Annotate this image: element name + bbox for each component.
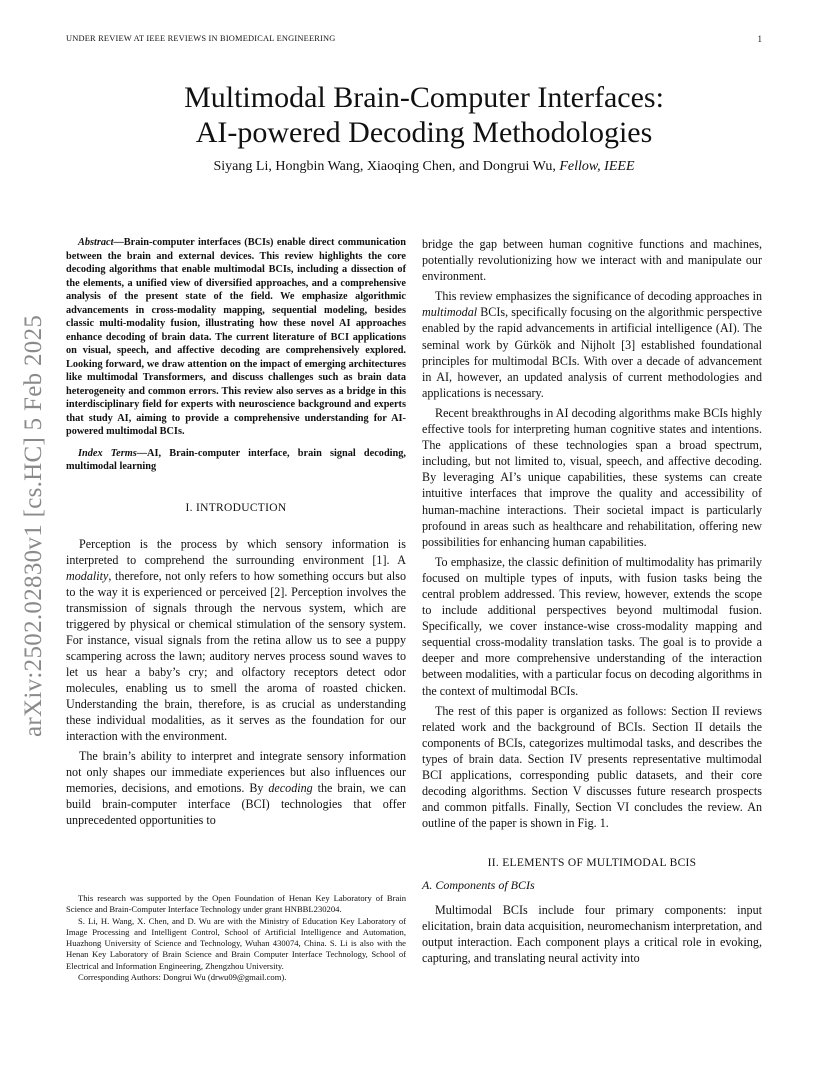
title-line-2: AI-powered Decoding Methodologies — [195, 116, 653, 149]
author-fellow: Fellow, IEEE — [559, 159, 635, 174]
right-paragraph-2: Recent breakthroughs in AI decoding algorithms make BCIs highly effective tools for interpreting human cognitive states and intentions. The applications of these technologies span a broad spectrum, including, but not limited to, visual, speech, and affective decoding. By leveraging AI’s unique capabilities, these systems can create intuitive interfaces that improve the quality and accessibility of human-machine interactions. Their societal impact is particularly profound in areas such as healthcare and rehabilitation, offering new possibilities for enhancing human capabilities. — [422, 405, 762, 549]
right-paragraph-3: To emphasize, the classic definition of multimodality has primarily focused on multiple types of inputs, with fusion tasks being the central problem addressed. This review, however, extends the scope to include additional perspectives beyond multimodal fusion. Specifically, we cover instance-wise cross-modality mapping and sequential cross-modality translation tasks. The goal is to provide a deeper and more comprehensive understanding of the interaction between modalities, with a particular focus on decoding algorithms in the context of multimodal BCIs. — [422, 554, 762, 698]
footnotes — [66, 893, 406, 983]
abstract-text: —Brain-computer interfaces (BCIs) enable direct communication between the brain and external devices. This review highlights the core decoding algorithms that enable multimodal BCIs, including a dissection of the elements, a unified view of diversified approaches, and a comprehensive analysis of the present state of the field. We emphasize algorithmic advancements in cross-modality mapping, sequential modeling, besides classic multi-modality fusion, illustrating how these novel AI approaches enhance decoding of brain data. The current literature of BCI applications on visual, speech, and affective decoding are comprehensively explored. Looking forward, we draw attention on the impact of emerging architectures like multimodal Transformers, and discuss challenges such as brain data heterogeneity and common errors. This review also serves as a bridge in this interdisciplinary field for experts with neuroscience background and experts that study AI, aiming to provide a comprehensive understanding for AI-powered multimodal BCIs. — [66, 237, 406, 437]
author-list — [90, 159, 758, 175]
right-p1-text-a: This review emphasizes the significance of decoding approaches in — [435, 289, 762, 304]
section-heading-introduction: I. INTRODUCTION — [185, 501, 287, 514]
right-paragraph-0: bridge the gap between human cognitive functions and machines, potentially revolutionizing how we interact with and manipulate our environment. — [422, 237, 762, 284]
index-terms-lead: Index Terms — [78, 447, 137, 459]
footnote-corresponding: Corresponding Authors: Dongrui Wu (drwu09@gmail.com). — [78, 972, 287, 983]
intro-paragraph-2 — [66, 748, 406, 828]
abstract — [66, 236, 406, 439]
abstract-lead: Abstract — [78, 237, 114, 248]
intro-p2-emphasis: decoding — [268, 780, 313, 795]
intro-p1-emphasis: modality — [66, 568, 109, 583]
intro-p2-text-b: the brain, we can build brain-computer interface (BCI) technologies that offer unprecedented opportunities to — [66, 780, 406, 827]
right-paragraph-5: Multimodal BCIs include four primary components: input elicitation, brain data acquisition, neuromechanism interpretation, and output interaction. Each component plays a critical role in evoking, capturing, and translating neural activity into — [422, 902, 762, 965]
index-terms — [66, 447, 406, 474]
intro-p2-text-a: The brain’s ability to interpret and integrate sensory information not only shapes our immediate experiences but also influences our memories, decisions, and emotions. By — [66, 748, 406, 795]
title-line-1: Multimodal Brain-Computer Interfaces: — [184, 81, 664, 114]
right-paragraph-1 — [422, 288, 762, 401]
page-number: 1 — [757, 34, 762, 44]
intro-paragraph-1 — [66, 536, 406, 744]
arxiv-identifier: arXiv:2502.02830v1 [cs.HC] 5 Feb 2025 — [20, 314, 47, 737]
right-paragraph-4: The rest of this paper is organized as follows: Section II reviews related work and the background of BCIs. Section II details the components of BCIs, categorizes multimodal tasks, and describes the types of brain data. Section IV presents representative multimodal BCI applications, corresponding public datasets, and their core decoding algorithms. Section V discusses future research prospects and common pitfalls. Finally, Section VI concludes the review. An outline of the paper is shown in Fig. 1. — [422, 703, 762, 831]
right-p1-emphasis: multimodal — [422, 305, 478, 320]
index-terms-text: —AI, Brain-computer interface, brain signal decoding, multimodal learning — [66, 447, 406, 472]
left-column — [66, 236, 406, 832]
footnote-funding: This research was supported by the Open Foundation of Henan Key Laboratory of Brain Science and Brain-Computer Interface Technology under grant HNBBL230204. — [66, 893, 406, 915]
author-names: Siyang Li, Hongbin Wang, Xiaoqing Chen, and Dongrui Wu, — [213, 159, 556, 174]
subsection-heading-components: A. Components of BCIs — [422, 878, 535, 893]
right-p1-text-b: BCIs, specifically focusing on the algorithmic perspective enabled by the rapid advancements in artificial intelligence (AI). The seminal work by Gürkök and Nijholt [3] established foundational principles for multimodal BCIs. With over a decade of advancement in AI, however, an updated analysis of current methodologies and applications is necessary. — [422, 305, 762, 400]
paper-title — [90, 80, 758, 150]
intro-p1-text-b: , therefore, not only refers to how something occurs but also to the way it is experienced or perceived [2]. Perception involves the transmission of signals through the nervous system, which are triggered by physical or chemical stimulation of the sensory system. For instance, visual signals from the retina allow us to see a puppy scampering across the lawn; auditory nerves process sound waves to let us hear a baby’s cry; and olfactory receptors detect odor molecules, enabling us to smell the aroma of roasted chicken. Understanding the brain, therefore, is as crucial as understanding these individual modalities, as it serves as the foundation for our interaction with the environment. — [66, 568, 406, 743]
right-column — [422, 236, 762, 970]
intro-p1-text-a: Perception is the process by which sensory information is interpreted to comprehend the surrounding environment [1]. A — [66, 536, 406, 567]
footnote-affiliations: S. Li, H. Wang, X. Chen, and D. Wu are with the Ministry of Education Key Laboratory of Image Processing and Intelligent Control, School of Artificial Intelligence and Automation, Huazhong University of Science and Technology, Wuhan 430074, China. S. Li is also with the Henan Key Laboratory of Brain Science and Brain Computer Interface Technology, School of Electrical and Information Engineering, Zhengzhou University. — [66, 915, 406, 971]
section-heading-elements: II. ELEMENTS OF MULTIMODAL BCIS — [487, 857, 697, 870]
running-head: UNDER REVIEW AT IEEE REVIEWS IN BIOMEDICAL ENGINEERING — [66, 34, 336, 43]
